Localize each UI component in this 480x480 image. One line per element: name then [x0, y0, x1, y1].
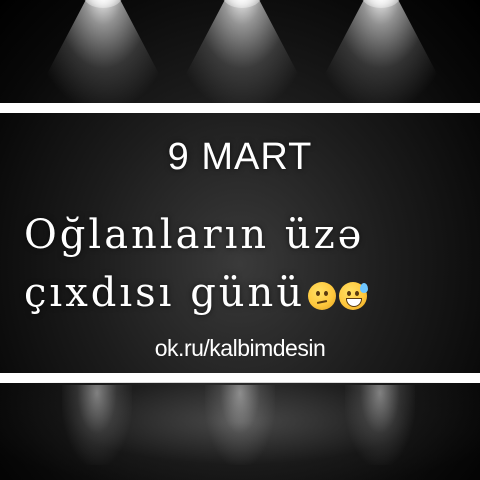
confused-face-icon [308, 282, 336, 310]
floor-beam-left [62, 385, 132, 465]
spotlight-center [167, 0, 317, 110]
floor-beam-center [205, 385, 275, 465]
grinning-sweat-face-icon [339, 282, 367, 310]
spotlight-left [28, 0, 178, 110]
date-label: 9 MART [167, 136, 313, 178]
headline-line-2 [24, 270, 464, 316]
website-url: ok.ru/kalbimdesin [154, 335, 326, 361]
headline-text-1: Oğlanların üzə [24, 212, 365, 258]
stage-line-top [0, 103, 480, 113]
headline-text-2: çıxdısı günü [24, 270, 306, 316]
headline-line-1 [24, 212, 464, 258]
floor-beam-right [345, 385, 415, 465]
spotlight-right [306, 0, 456, 110]
